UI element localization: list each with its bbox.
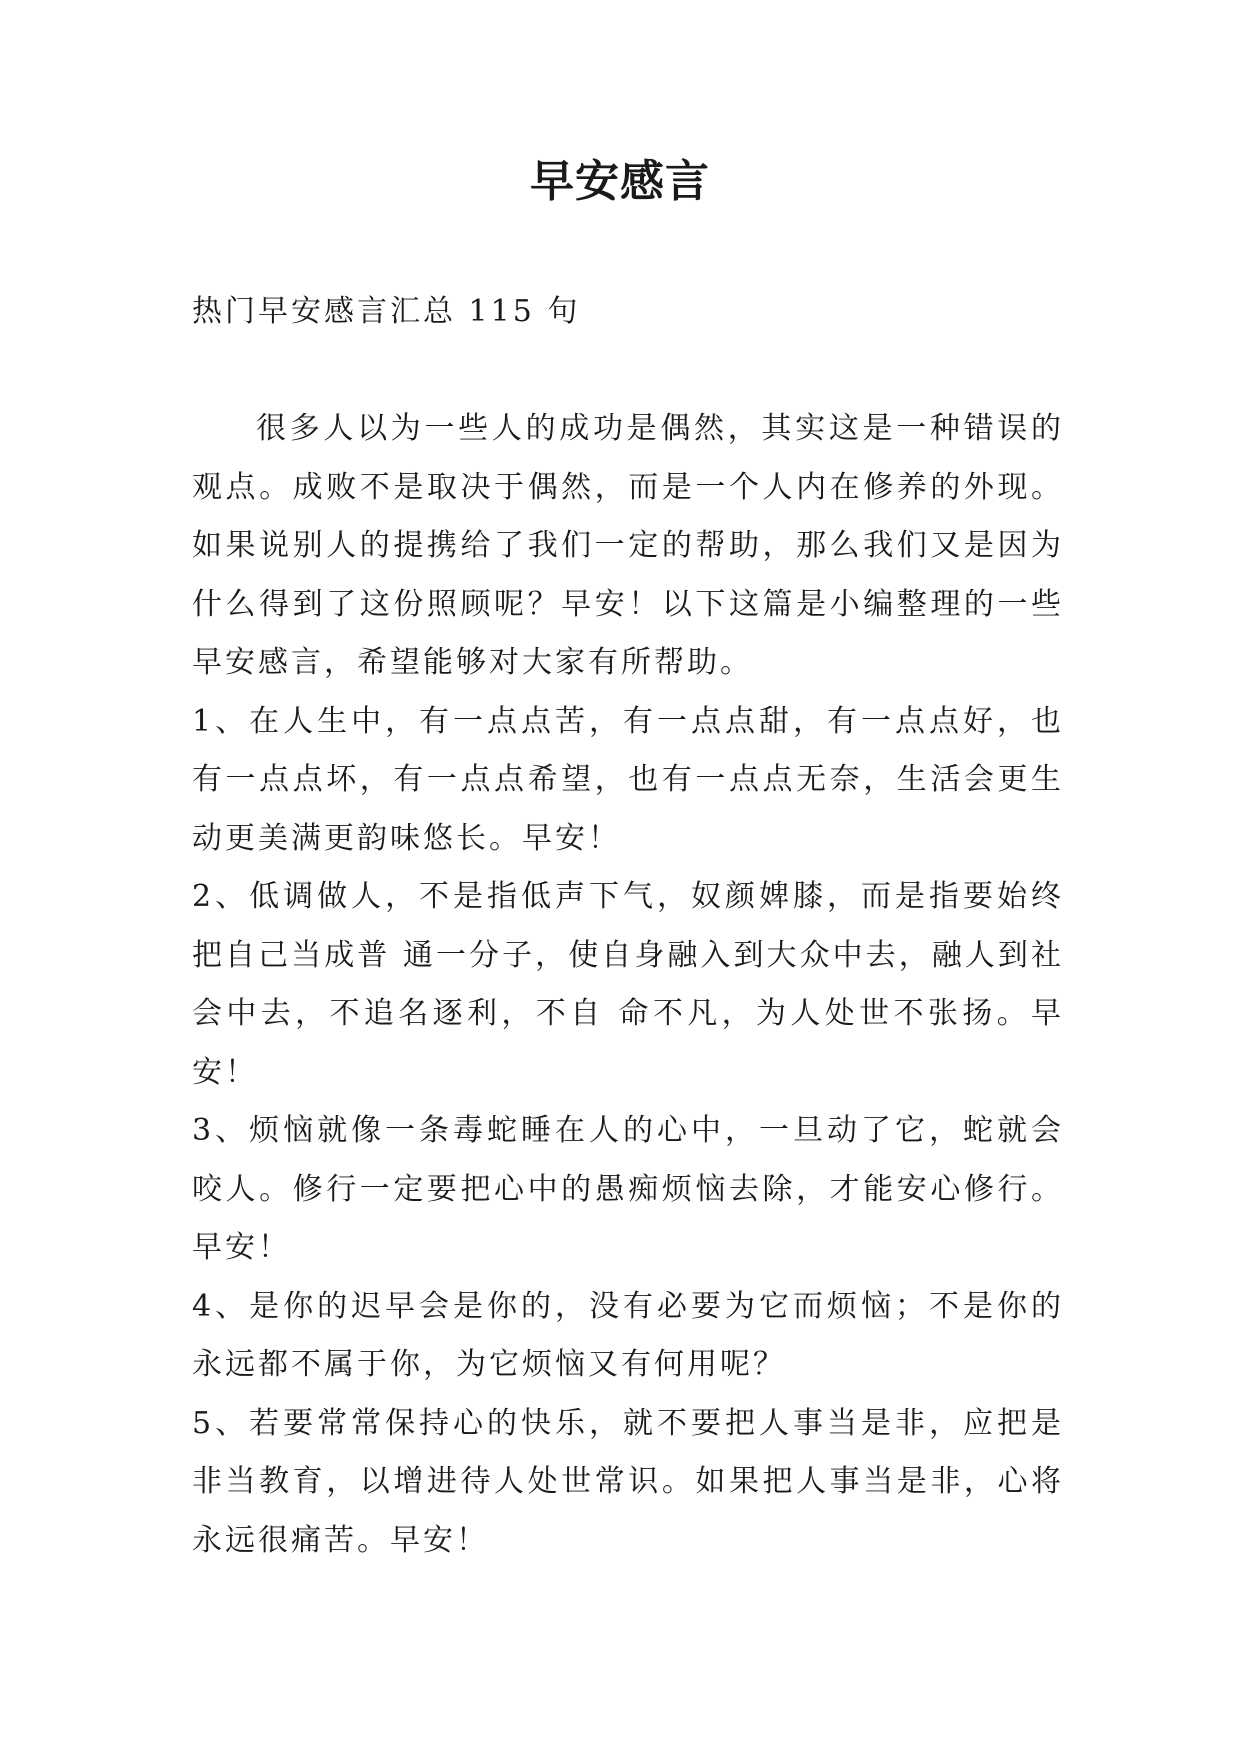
quote-entry-2: 2、低调做人，不是指低声下气，奴颜婢膝，而是指要始终把自己当成普 通一分子，使自身融入到大众中去，融人到社会中去，不追名逐利，不自 命不凡，为人处世不张扬。早安！ <box>192 879 1064 1090</box>
quote-entry-5: 5、若要常常保持心的快乐，就不要把人事当是非，应把是非当教育，以增进待人处世常识。如果把人事当是非，心将永远很痛苦。早安！ <box>192 1405 1064 1558</box>
document-body <box>192 283 1064 1570</box>
quote-entry-1: 1、在人生中，有一点点苦，有一点点甜，有一点点好，也有一点点坏，有一点点希望，也有一点点无奈，生活会更生动更美满更韵味悠长。早安！ <box>192 703 1064 856</box>
document-title: 早安感言 <box>530 156 710 207</box>
quote-entry-3: 3、烦恼就像一条毒蛇睡在人的心中，一旦动了它，蛇就会咬人。修行一定要把心中的愚痴烦恼去除，才能安心修行。早安！ <box>192 1113 1064 1265</box>
quote-entry-4: 4、是你的迟早会是你的，没有必要为它而烦恼；不是你的永远都不属于你，为它烦恼又有何用呢？ <box>192 1288 1064 1382</box>
intro-paragraph: 很多人以为一些人的成功是偶然，其实这是一种错误的观点。成败不是取决于偶然，而是一个人内在修养的外现。如果说别人的提携给了我们一定的帮助，那么我们又是因为什么得到了这份照顾呢？早安！以下这篇是小编整理的一些早安感言，希望能够对大家有所帮助。 <box>192 411 1064 680</box>
document-subtitle: 热门早安感言汇总 115 句 <box>192 294 581 329</box>
